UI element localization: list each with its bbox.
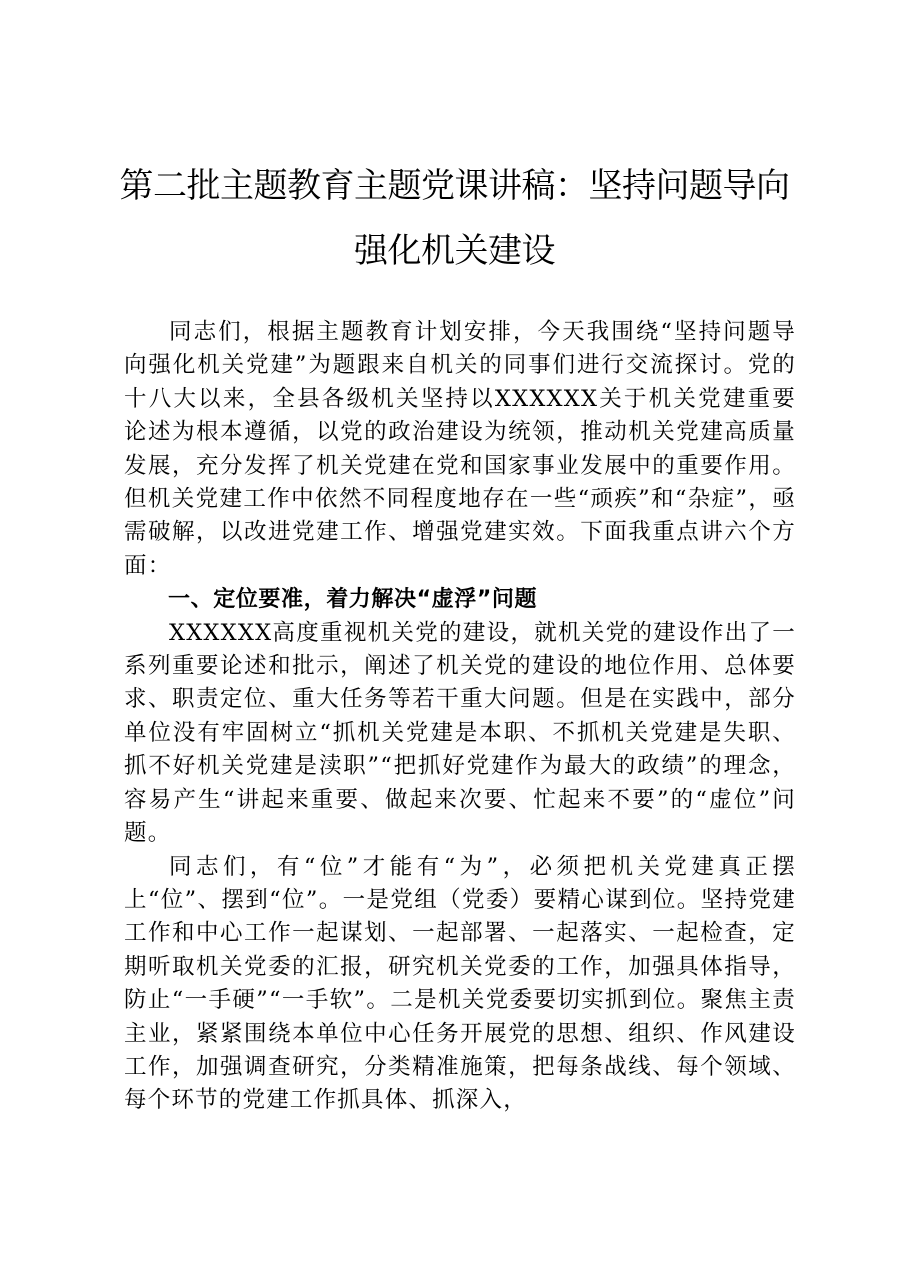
intro-paragraph: 同志们，根据主题教育计划安排，今天我围绕“坚持问题导向强化机关党建”为题跟来自机关的同事们进行交流探讨。党的十八大以来，全县各级机关坚持以XXXXXX关于机关党建重要论述为根本遵循，以党的政治建设为统领，推动机关党建高质量发展，充分发挥了机关党建在党和国家事业发展中的重要作用。但机关党建工作中依然不同程度地存在一些“顽疾”和“杂症”，亟需破解，以改进党建工作、增强党建实效。下面我重点讲六个方面：: [124, 319, 796, 579]
section-heading-1: 一、定位要准，着力解决“虚浮”问题: [168, 587, 538, 613]
document-body: [124, 316, 796, 1118]
body-paragraph-2: 同志们，有“位”才能有“为”，必须把机关党建真正摆上“位”、摆到“位”。一是党组（党委）要精心谋到位。坚持党建工作和中心工作一起谋划、一起部署、一起落实、一起检查，定期听取机关党委的汇报，研究机关党委的工作，加强具体指导，防止“一手硬”“一手软”。二是机关党委要切实抓到位。聚焦主责主业，紧紧围绕本单位中心任务开展党的思想、组织、作风建设工作，加强调查研究，分类精准施策，把每条战线、每个领域、每个环节的党建工作抓具体、抓深入，: [124, 853, 796, 1114]
document-title-line-2: 强化机关建设: [354, 231, 555, 271]
document-title-line-1: 第二批主题教育主题党课讲稿：坚持问题导向: [119, 166, 790, 206]
body-paragraph-1: XXXXXX高度重视机关党的建设，就机关党的建设作出了一系列重要论述和批示，阐述了机关党的建设的地位作用、总体要求、职责定位、重大任务等若干重大问题。但是在实践中，部分单位没有牢固树立“抓机关党建是本职、不抓机关党建是失职、抓不好机关党建是渎职”“把抓好党建作为最大的政绩”的理念，容易产生“讲起来重要、做起来次要、忙起来不要”的“虚位”问题。: [124, 619, 796, 847]
